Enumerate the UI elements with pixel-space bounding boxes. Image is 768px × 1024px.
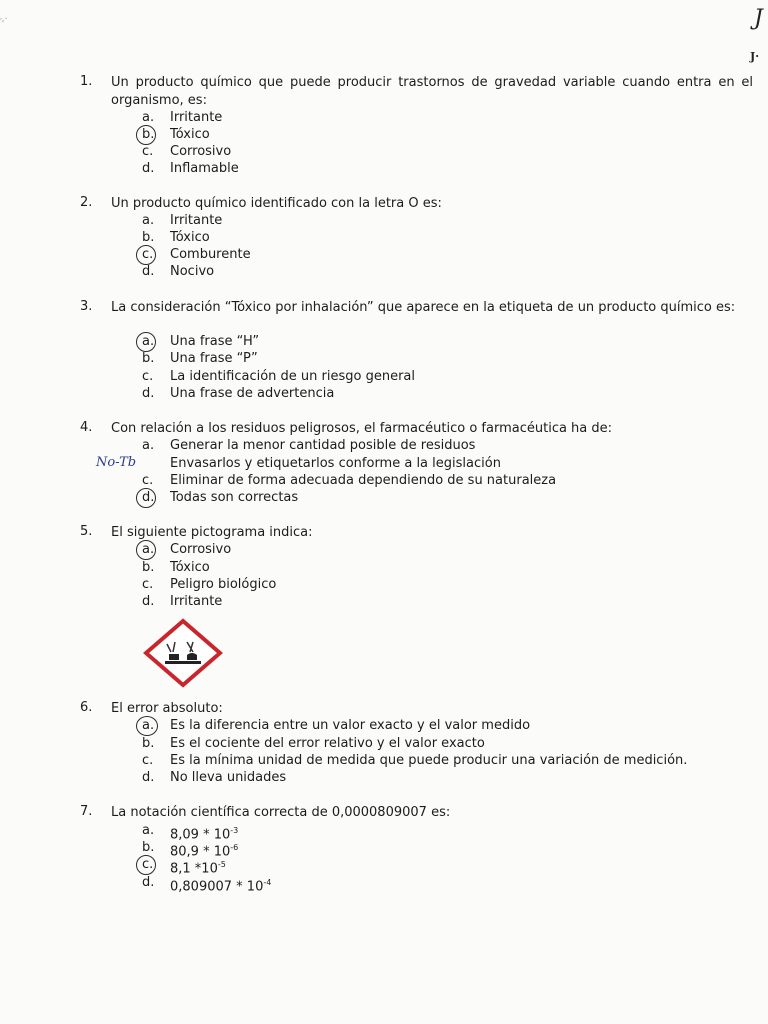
option-a: a. Generar la menor cantidad posible de residuos: [142, 438, 476, 453]
question-number: 6.: [80, 700, 93, 715]
scan-corner-mark-right: J·: [750, 50, 760, 63]
option-a: a. Corrosivo: [0, 541, 768, 559]
option-c: c. La identificación de un riesgo general: [142, 369, 416, 384]
option-d: d. Una frase de advertencia: [142, 386, 335, 401]
question-text: Con relación a los residuos peligrosos, el farmacéutico o farmacéutica ha de:: [111, 421, 613, 436]
handwritten-note: No-Tb: [96, 455, 137, 470]
option-b: No-Tb Envasarlos y etiquetarlos conforme a la legislación: [96, 455, 501, 471]
question-number: 2.: [80, 195, 93, 210]
option-c: c. Es la mínima unidad de medida que puede producir una variación de medición.: [142, 753, 688, 768]
option-d: d. Nocivo: [142, 264, 215, 279]
option-c: c. Comburente: [0, 246, 768, 264]
option-c: c. 8,1 $*10^{-5}$: [0, 856, 768, 874]
option-c: c. Corrosivo: [142, 144, 232, 159]
option-b: b. Una frase “P”: [142, 351, 258, 366]
option-a: a. Una frase “H”: [0, 333, 768, 351]
option-a: a. Irritante: [142, 213, 223, 228]
option-d: d. Inflamable: [142, 161, 239, 176]
option-d: d. No lleva unidades: [142, 770, 287, 785]
scan-corner-mark-top-right: J: [754, 6, 763, 31]
option-d: d. Irritante: [142, 594, 223, 609]
option-a: a. $8,09 * 10^{-3}$: [142, 823, 239, 843]
option-c: c. Peligro biológico: [142, 577, 277, 592]
option-d: d. $0,809007 * 10^{-4}$: [142, 875, 272, 895]
question-number: 1.: [80, 74, 93, 89]
option-b: b. $80,9 * 10^{-6}$: [142, 840, 239, 860]
option-b: b. Tóxico: [142, 230, 210, 245]
question-number: 3.: [80, 299, 93, 314]
question-text: La consideración “Tóxico por inhalación” que aparece en la etiqueta de un producto químico es:: [111, 300, 736, 315]
option-a: a. Irritante: [142, 110, 223, 125]
option-d: d. Todas son correctas: [0, 489, 768, 507]
option-c: c. Eliminar de forma adecuada dependiendo de su naturaleza: [142, 473, 557, 488]
question-text: El error absoluto:: [111, 701, 223, 716]
option-b: b. Tóxico: [0, 126, 768, 144]
question-number: 7.: [80, 804, 93, 819]
scan-corner-mark-left: ’‹¨: [0, 18, 8, 25]
question-text: Un producto químico que puede producir trastornos de gravedad variable cuando entra en el organismo, es:: [111, 75, 753, 108]
question-number: 4.: [80, 420, 93, 435]
option-a: a. Es la diferencia entre un valor exacto y el valor medido: [0, 717, 768, 735]
corrosive-pictogram-icon: [143, 618, 223, 688]
question-number: 5.: [80, 524, 93, 539]
option-b: b. Tóxico: [142, 560, 210, 575]
question-text: El siguiente pictograma indica:: [111, 525, 313, 540]
question-text: Un producto químico identificado con la letra O es:: [111, 196, 442, 211]
option-b: b. Es el cociente del error relativo y el valor exacto: [142, 736, 485, 751]
question-text: La notación científica correcta de 0,0000809007 es:: [111, 805, 451, 820]
